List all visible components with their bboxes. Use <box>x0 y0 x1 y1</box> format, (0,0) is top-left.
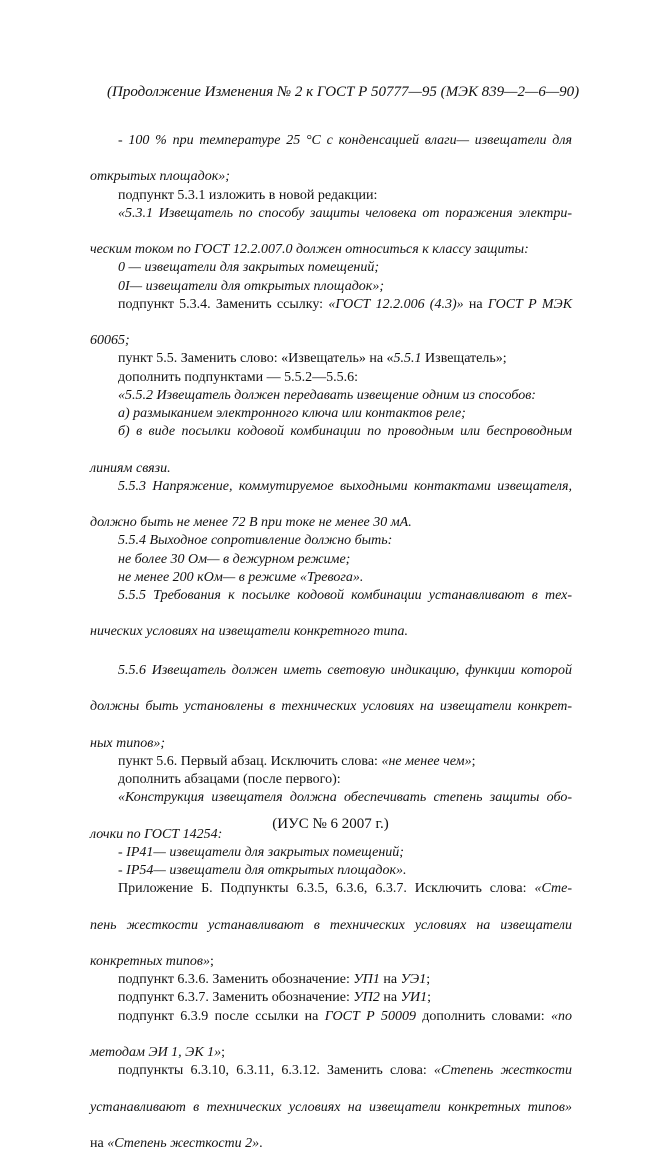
italic-text: - IP41— извещатели для закрытых помещений; <box>118 844 404 860</box>
italic-text: - IP54— извещатели для открытых площадок». <box>118 862 407 878</box>
italic-text: не менее 200 кОм— в режиме «Тревога». <box>118 569 364 585</box>
italic-text: УП1 <box>353 972 380 988</box>
regular-text: дополнить подпунктами — 5.5.2—5.5.6: <box>118 369 358 385</box>
italic-text: «не менее чем» <box>381 753 472 769</box>
regular-text: ; <box>427 990 432 1006</box>
text-line <box>90 187 572 205</box>
text-line <box>90 971 572 989</box>
italic-text: 5.5.5 Требования к посылке кодовой комбинации устанавливают в тех- <box>118 588 572 604</box>
text-line <box>90 551 572 569</box>
regular-text: пункт 5.6. Первый абзац. Исключить слова: <box>118 753 382 769</box>
regular-text: на <box>379 972 401 988</box>
italic-text: УЭ1 <box>400 972 427 988</box>
text-line <box>90 587 572 623</box>
text-line <box>90 880 572 916</box>
italic-text: лочки по ГОСТ 14254: <box>90 826 223 842</box>
italic-text: б) в виде посылки кодовой комбинации по проводным или беспроводным <box>118 424 572 440</box>
italic-text: 0I— извещатели для открытых площадок»; <box>118 278 384 294</box>
text-line <box>90 1062 572 1098</box>
regular-text: дополнить словами: <box>415 1008 551 1024</box>
regular-text: подпункт 6.3.6. Заменить обозначение: <box>118 972 354 988</box>
italic-text: «Степень жесткости <box>433 1063 573 1079</box>
text-line <box>90 168 572 186</box>
italic-text: 5.5.3 Напряжение, коммутируемое выходными контактами извещателя, <box>118 478 572 494</box>
regular-text: пункт 5.5. Заменить слово: «Извещатель» на « <box>118 351 394 367</box>
text-line <box>90 296 572 332</box>
regular-text: на <box>90 1135 108 1151</box>
text-line <box>90 569 572 587</box>
regular-text: подпункт 6.3.9 после ссылки на <box>118 1008 325 1024</box>
text-line <box>90 662 572 698</box>
regular-text: дополнить абзацами (после первого): <box>118 771 341 787</box>
text-line <box>90 350 572 368</box>
text-line <box>90 1099 572 1135</box>
text-line <box>90 953 572 971</box>
italic-text: должны быть установлены в технических условиях на извещатели конкрет- <box>90 699 572 715</box>
italic-text: - 100 % при температуре 25 °С с конденсацией влаги— извещатели для <box>118 133 572 148</box>
italic-text: «Конструкция извещателя должна обеспечивать степень защиты обо- <box>118 790 572 806</box>
italic-text: ческим током по ГОСТ 12.2.007.0 должен относиться к классу защиты: <box>90 242 529 258</box>
italic-text: пень жесткости устанавливают в технических условиях на извещатели <box>90 917 572 933</box>
italic-text: методам ЭИ 1, ЭК 1» <box>90 1044 222 1060</box>
italic-text: «Сте- <box>534 881 572 897</box>
text-line <box>90 917 572 953</box>
text-line <box>90 753 572 771</box>
page-header: (Продолжение Изменения № 2 к ГОСТ Р 50777—95 (МЭК 839—2—6—90) <box>107 84 580 100</box>
text-line <box>90 278 572 296</box>
regular-text: подпункты 6.3.10, 6.3.11, 6.3.12. Заменить слова: <box>118 1063 434 1079</box>
regular-text: . <box>259 1135 263 1151</box>
text-line <box>90 387 572 405</box>
italic-text: УИ1 <box>400 990 428 1006</box>
regular-text: ; <box>209 953 214 969</box>
regular-text: подпункт 6.3.7. Заменить обозначение: <box>118 990 354 1006</box>
italic-text: должно быть не менее 72 В при токе не менее 30 мА. <box>90 515 412 531</box>
text-line <box>90 423 572 459</box>
italic-text: линиям связи. <box>90 460 171 476</box>
regular-text: Приложение Б. Подпункты 6.3.5, 6.3.6, 6.3.7. Исключить слова: <box>118 881 535 897</box>
text-line <box>90 369 572 387</box>
regular-text: ; <box>426 972 431 988</box>
text-line <box>90 205 572 241</box>
italic-text: ГОСТ Р 50009 <box>324 1008 416 1024</box>
italic-text: ных типов»; <box>90 735 165 751</box>
text-line <box>90 1008 572 1044</box>
regular-text: подпункт 5.3.1 изложить в новой редакции: <box>118 187 378 203</box>
text-line <box>90 405 572 423</box>
italic-text: 5.5.6 Извещатель должен иметь световую индикацию, функции которой <box>118 662 572 678</box>
regular-text: на <box>463 296 488 312</box>
italic-text: УП2 <box>353 990 380 1006</box>
regular-text: Извещатель»; <box>421 351 507 367</box>
text-line <box>90 478 572 514</box>
italic-text: «ГОСТ 12.2.006 (4.3)» <box>328 296 464 312</box>
regular-text: ; <box>471 753 476 769</box>
text-line <box>90 1044 572 1062</box>
italic-text: открытых площадок»; <box>90 169 230 185</box>
text-line <box>90 844 572 862</box>
text-line <box>90 989 572 1007</box>
italic-text: 60065; <box>90 333 130 349</box>
text-line <box>90 332 572 350</box>
regular-text: ; <box>221 1044 226 1060</box>
text-line <box>90 623 572 641</box>
regular-text: на <box>379 990 401 1006</box>
text-line <box>90 532 572 550</box>
text-line <box>90 460 572 478</box>
regular-text: подпункт 5.3.4. Заменить ссылку: <box>118 296 329 312</box>
italic-text: конкретных типов» <box>90 953 210 969</box>
text-line <box>90 1135 572 1153</box>
italic-text: а) размыканием электронного ключа или контактов реле; <box>118 406 466 422</box>
page-footer: (ИУС № 6 2007 г.) <box>272 816 389 832</box>
italic-text: 5.5.4 Выходное сопротивление должно быть: <box>118 533 393 549</box>
text-line <box>90 132 572 168</box>
text-line <box>90 771 572 789</box>
italic-text: «5.5.2 Извещатель должен передавать извещение одним из способов: <box>118 387 536 403</box>
text-line <box>90 259 572 277</box>
text-line <box>90 735 572 753</box>
text-line <box>90 698 572 734</box>
text-line <box>90 862 572 880</box>
italic-text: «по <box>550 1008 572 1024</box>
text-line <box>90 514 572 532</box>
document-body <box>90 132 572 1153</box>
italic-text: нических условиях на извещатели конкретного типа. <box>90 624 408 640</box>
italic-text: не более 30 Ом— в дежурном режиме; <box>118 551 351 567</box>
italic-text: 0 — извещатели для закрытых помещений; <box>118 260 380 276</box>
text-line <box>90 241 572 259</box>
italic-text: устанавливают в технических условиях на извещатели конкретных типов» <box>90 1099 572 1115</box>
italic-text: «5.3.1 Извещатель по способу защиты человека от поражения электри- <box>118 205 572 221</box>
italic-text: ГОСТ Р МЭК <box>487 296 572 312</box>
italic-text: 5.5.1 <box>393 351 422 367</box>
italic-text: «Степень жесткости 2» <box>107 1135 260 1151</box>
